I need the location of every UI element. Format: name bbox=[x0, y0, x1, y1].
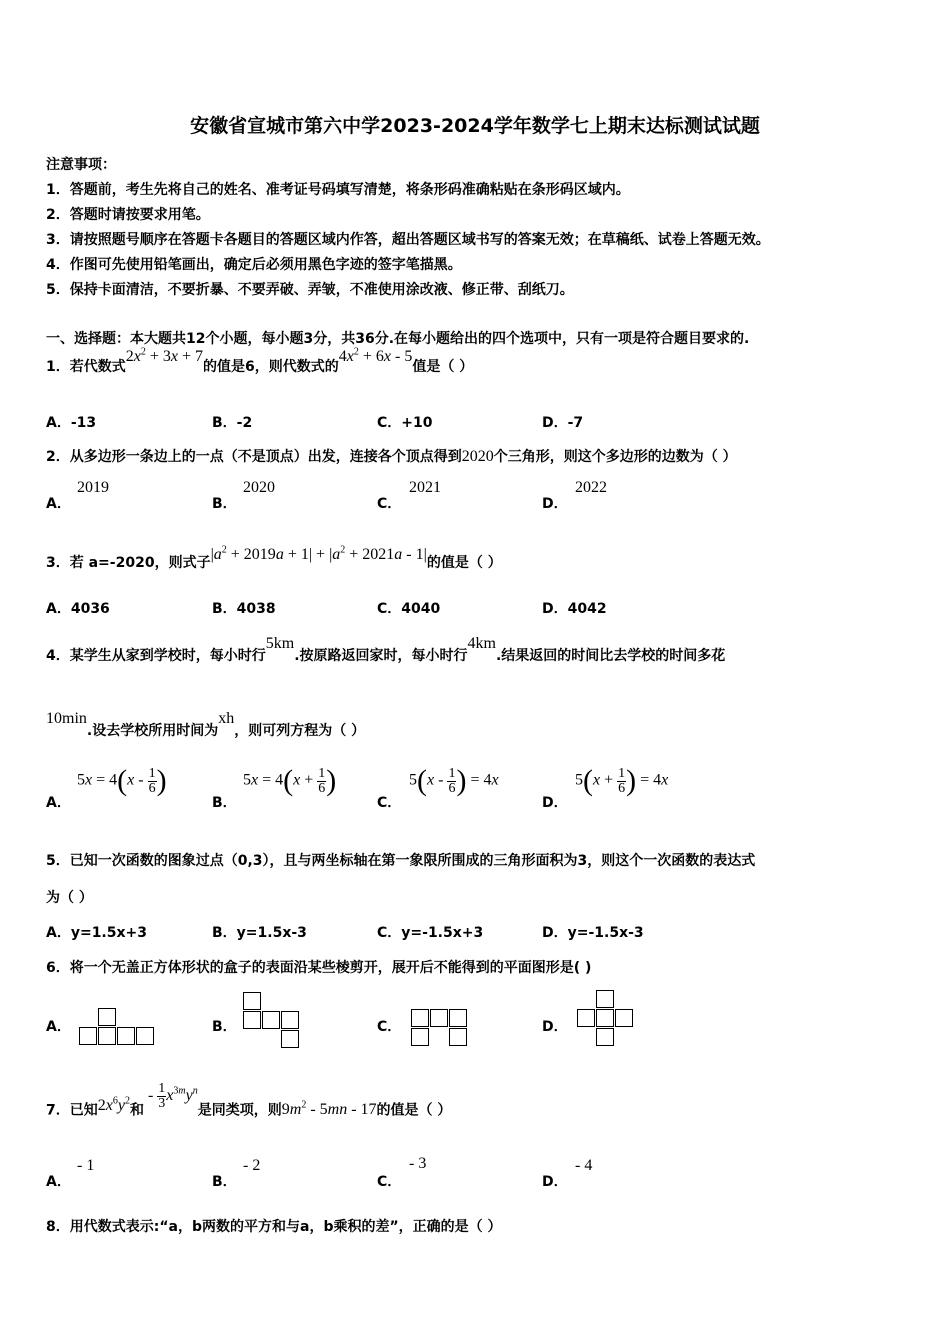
option-a-equation: 5x = 4(x - $\frac{1}{6}$ ) bbox=[77, 764, 167, 797]
question-7-and: 和 bbox=[129, 1102, 144, 1119]
expr-4x2-6x-5: $4x^2 + 6x - 5$ bbox=[338, 346, 413, 365]
option-b[interactable]: B．4038 bbox=[212, 601, 276, 617]
fraction-1-6: $\frac{1}{6}$ bbox=[618, 765, 626, 796]
term-2x6y2: $2x^6y^2$ bbox=[97, 1096, 130, 1115]
expr-9m2-5mn-17: $9m^2 - 5mn - 17$ bbox=[281, 1100, 377, 1119]
option-b-equation: 5x = 4(x + $\frac{1}{6}$ ) bbox=[243, 764, 337, 797]
option-d[interactable]: D．y=-1.5x-3 bbox=[542, 925, 644, 941]
option-d-label[interactable]: D． bbox=[542, 1019, 568, 1035]
fraction-1-6: $\frac{1}{6}$ bbox=[318, 765, 326, 796]
option-c-label[interactable]: C． bbox=[377, 1019, 402, 1035]
option-c-value: 2021 bbox=[409, 479, 441, 496]
option-c[interactable]: C．y=-1.5x+3 bbox=[377, 925, 484, 941]
question-3-pre: 3．若 a=-2020，则式子 bbox=[46, 555, 211, 571]
option-c-value: - 3 bbox=[409, 1155, 427, 1172]
option-b-value: 2020 bbox=[243, 479, 275, 496]
notice-heading: 注意事项： bbox=[46, 157, 116, 173]
fraction-1-6: $\frac{1}{6}$ bbox=[448, 765, 456, 796]
question-2-pre: 2．从多边形一条边上的一点（不是顶点）出发，连接各个顶点得到 bbox=[46, 449, 462, 465]
notice-item: 5．保持卡面清洁，不要折暴、不要弄破、弄皱，不准使用涂改液、修正带、刮纸刀。 bbox=[46, 282, 574, 298]
question-7-post: 的值是（ ） bbox=[376, 1102, 452, 1119]
notice-item: 2．答题时请按要求用笔。 bbox=[46, 207, 210, 223]
speed-1: 5km bbox=[265, 635, 295, 652]
option-a-label[interactable]: A． bbox=[46, 496, 71, 512]
net-figure-a bbox=[79, 1008, 157, 1046]
option-a-label[interactable]: A． bbox=[46, 795, 71, 811]
question-5-line1: 5．已知一次函数的图象过点（0,3），且与两坐标轴在第一象限所围成的三角形面积为3，则这个一次函数的表达式 bbox=[46, 853, 756, 869]
question-7-pre: 7．已知 bbox=[46, 1102, 98, 1119]
question-1-post: 值是（ ） bbox=[412, 359, 474, 375]
question-6: 6．将一个无盖正方体形状的盒子的表面沿某些棱剪开，展开后不能得到的平面图形是( ) bbox=[46, 960, 592, 976]
notice-item: 3．请按照题号顺序在答题卡各题目的答题区域内作答，超出答题区域书写的答案无效；在草稿纸、试卷上答题无效。 bbox=[46, 232, 770, 248]
time-variable: xh bbox=[218, 710, 235, 727]
option-a-label[interactable]: A． bbox=[46, 1174, 71, 1190]
question-3-post: 的值是（ ） bbox=[426, 555, 502, 571]
option-d-value: 2022 bbox=[575, 479, 607, 496]
option-a[interactable]: A．y=1.5x+3 bbox=[46, 925, 147, 941]
option-b-label[interactable]: B． bbox=[212, 1174, 237, 1190]
question-7-mid: 是同类项，则 bbox=[197, 1102, 282, 1119]
option-d[interactable]: D．4042 bbox=[542, 601, 607, 617]
option-c-equation: 5(x - $\frac{1}{6}$ ) = 4x bbox=[409, 764, 499, 797]
option-d-value: - 4 bbox=[575, 1157, 593, 1174]
term-neg-third-x3m-yn: - $\frac{1}{3}$ $x^{3m}y^n$ bbox=[143, 1081, 198, 1112]
option-c-label[interactable]: C． bbox=[377, 795, 402, 811]
option-c-label[interactable]: C． bbox=[377, 1174, 402, 1190]
question-1-mid: 的值是6，则代数式的 bbox=[203, 359, 339, 375]
speed-2: 4km bbox=[467, 635, 496, 652]
option-d-label[interactable]: D． bbox=[542, 496, 568, 512]
option-d-label[interactable]: D． bbox=[542, 795, 568, 811]
section-heading: 一、选择题：本大题共12个小题，每小题3分，共36分.在每小题给出的四个选项中，只有一项是符合题目要求的. bbox=[46, 331, 750, 347]
net-figure-c bbox=[411, 1009, 469, 1047]
question-2-post: 个三角形，则这个多边形的边数为（ ） bbox=[493, 449, 737, 465]
page-title: 安徽省宣城市第六中学2023-2024学年数学七上期末达标测试试题 bbox=[190, 115, 760, 137]
question-7 bbox=[46, 1072, 451, 1122]
option-d[interactable]: D．-7 bbox=[542, 415, 584, 431]
option-a-value: - 1 bbox=[77, 1157, 95, 1174]
question-2 bbox=[46, 446, 737, 466]
option-d-equation: 5(x + $\frac{1}{6}$ ) = 4x bbox=[575, 764, 669, 797]
option-a[interactable]: A．4036 bbox=[46, 601, 110, 617]
extra-time: 10min bbox=[46, 710, 87, 727]
question-4-post: .结果返回的时间比去学校的时间多花 bbox=[495, 648, 726, 664]
option-c-label[interactable]: C． bbox=[377, 496, 402, 512]
option-a[interactable]: A．-13 bbox=[46, 415, 97, 431]
question-2-num: 2020 bbox=[461, 448, 494, 465]
option-a-value: 2019 bbox=[77, 479, 109, 496]
option-c[interactable]: C．4040 bbox=[377, 601, 441, 617]
option-b-label[interactable]: B． bbox=[212, 795, 237, 811]
option-d-label[interactable]: D． bbox=[542, 1174, 568, 1190]
option-c[interactable]: C．+10 bbox=[377, 415, 433, 431]
expr-2x2-3x-7: $2x^2 + 3x + 7$ bbox=[125, 346, 204, 365]
question-4-mid: .按原路返回家时，每小时行 bbox=[294, 648, 468, 664]
fraction-1-6: $\frac{1}{6}$ bbox=[148, 765, 156, 796]
question-4-pre: 4．某学生从家到学校时，每小时行 bbox=[46, 648, 266, 664]
option-b-label[interactable]: B． bbox=[212, 496, 237, 512]
net-figure-b bbox=[243, 992, 301, 1049]
question-3 bbox=[46, 544, 502, 572]
option-b[interactable]: B．y=1.5x-3 bbox=[212, 925, 307, 941]
option-a-label[interactable]: A． bbox=[46, 1019, 71, 1035]
question-5-line2: 为（ ） bbox=[46, 890, 93, 906]
option-b[interactable]: B．-2 bbox=[212, 415, 253, 431]
notice-item: 4．作图可先使用铅笔画出，确定后必须用黑色字迹的签字笔描黑。 bbox=[46, 257, 462, 273]
option-b-label[interactable]: B． bbox=[212, 1019, 237, 1035]
question-8: 8．用代数式表示:“a，b两数的平方和与a，b乘积的差”，正确的是（ ） bbox=[46, 1219, 502, 1235]
net-figure-d bbox=[577, 990, 635, 1047]
option-b-value: - 2 bbox=[243, 1157, 261, 1174]
question-1 bbox=[46, 346, 474, 376]
question-4-line1 bbox=[46, 635, 726, 665]
notice-item: 1．答题前，考生先将自己的姓名、准考证号码填写清楚，将条形码准确粘贴在条形码区域内。 bbox=[46, 182, 630, 198]
question-4-line2-post: ，则可列方程为（ ） bbox=[234, 723, 366, 739]
question-4-line2 bbox=[46, 710, 366, 740]
question-1-pre: 1．若代数式 bbox=[46, 359, 126, 375]
question-4-line2-mid: .设去学校所用时间为 bbox=[86, 723, 219, 739]
expr-abs-sum: $|a^2 + 2019a + 1| + |a^2 + 2021a - 1|$ bbox=[210, 544, 427, 563]
